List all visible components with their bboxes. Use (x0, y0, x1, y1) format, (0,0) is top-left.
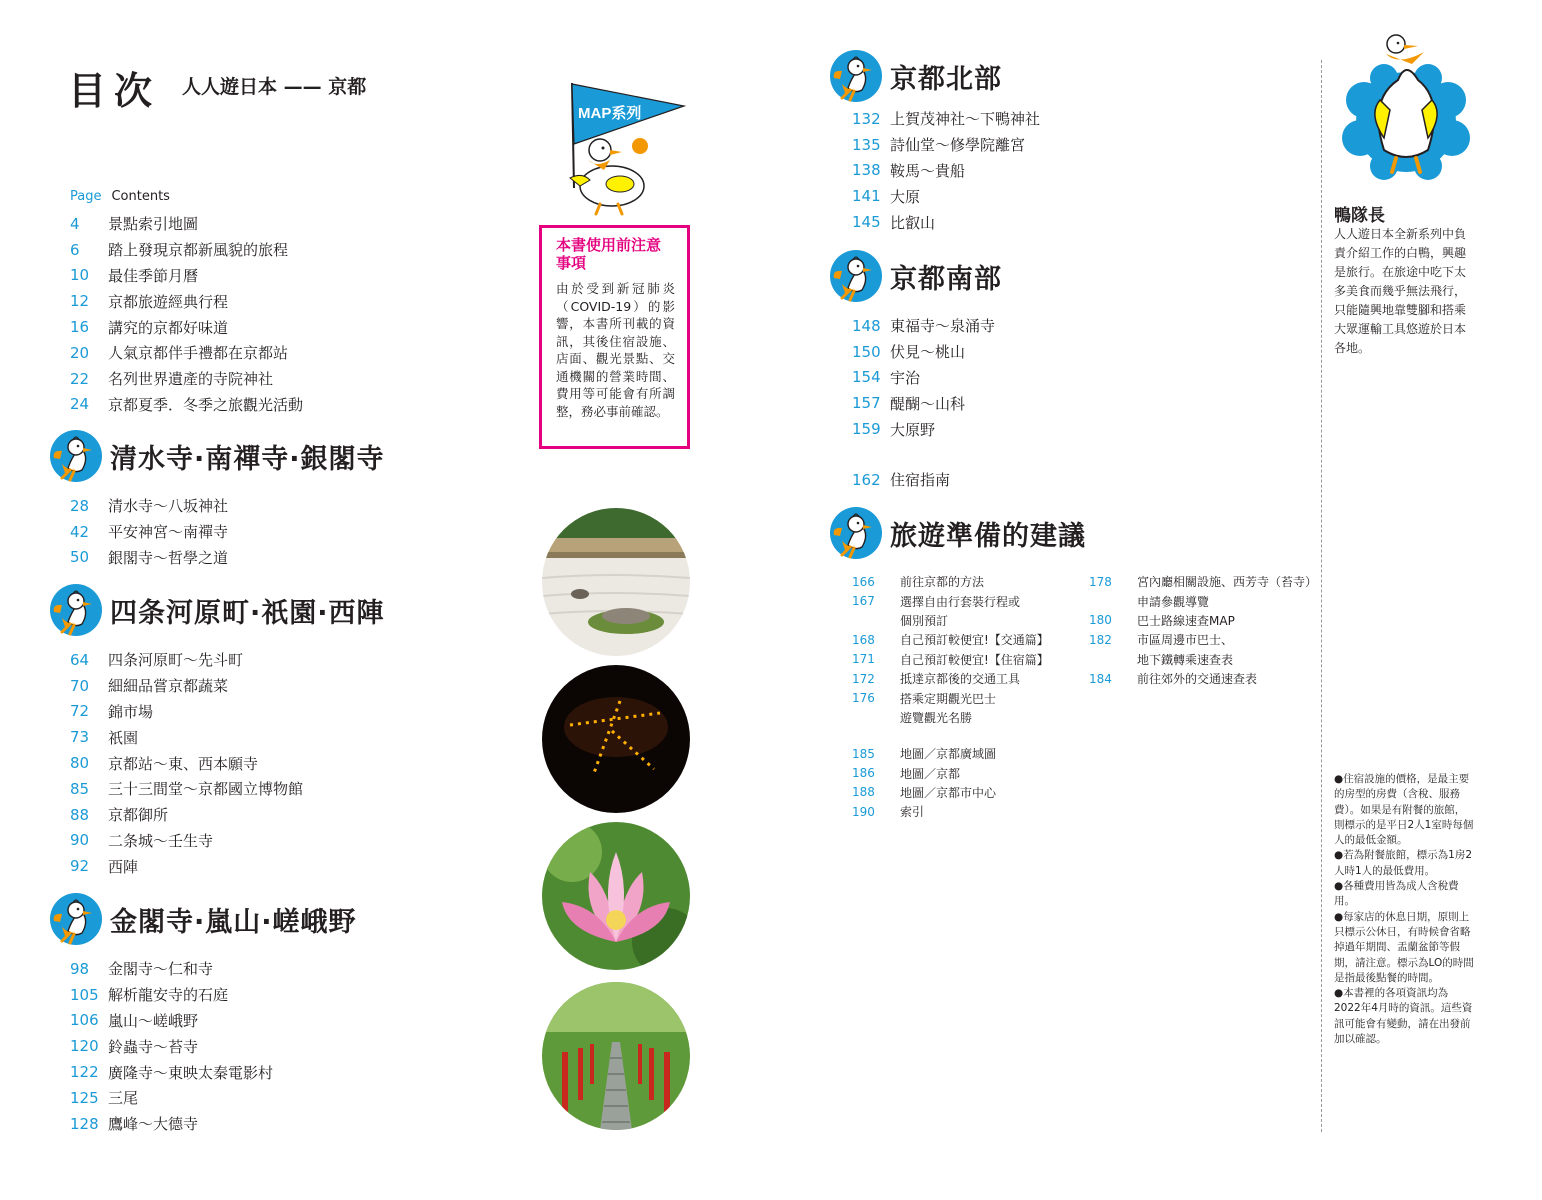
toc-item[interactable] (70, 802, 303, 828)
toc-item[interactable] (852, 669, 1049, 688)
toc-title: 錦市場 (108, 702, 154, 721)
toc-title: 大原 (890, 187, 921, 206)
toc-title: 住宿指南 (890, 471, 951, 490)
toc-title: 金閣寺～仁和寺 (108, 960, 214, 979)
duck-section-icon (48, 891, 104, 947)
page-number: 166 (852, 574, 875, 589)
toc-item[interactable] (70, 956, 273, 982)
toc-title: 三尾 (108, 1089, 139, 1108)
toc-item[interactable] (70, 366, 303, 392)
lodging-entry (852, 467, 950, 493)
toc-item[interactable] (852, 209, 1040, 235)
note-item: ●每家店的休息日期，原則上只標示公休日，有時候會省略掉過年期間、盂蘭盆節等假期，請注意。標示為LO的時間是指最後點餐的時間。 (1334, 910, 1474, 984)
captain-duck-icon (1338, 30, 1474, 180)
duck-section-icon (828, 505, 884, 561)
page-number: 42 (70, 522, 90, 541)
toc-item[interactable] (852, 365, 995, 391)
page-number: 72 (70, 702, 90, 721)
section-list (70, 493, 228, 570)
toc-item[interactable] (70, 647, 303, 673)
duck-section-icon (48, 428, 104, 484)
toc-item[interactable] (852, 611, 1049, 630)
page-number: 70 (70, 676, 90, 695)
toc-item[interactable] (852, 783, 996, 802)
toc-title: 銀閣寺～哲學之道 (108, 548, 229, 567)
page-number: 162 (852, 470, 881, 489)
toc-title: 鷹峰～大德寺 (108, 1115, 199, 1134)
toc-title: 醍醐～山科 (890, 394, 966, 413)
toc-item[interactable] (852, 744, 996, 763)
toc-title: 前往郊外的交通速查表 (1137, 672, 1258, 687)
page-number: 24 (70, 395, 90, 414)
toc-title: 京都旅遊經典行程 (108, 292, 229, 311)
page-number: 73 (70, 728, 90, 747)
section-title: 京都南部 (890, 263, 1002, 295)
toc-title: 搭乘定期觀光巴士 (900, 691, 997, 706)
toc-title: 地圖／京都廣域圖 (900, 747, 997, 762)
page-number: 138 (852, 161, 881, 180)
page-number: 128 (70, 1114, 99, 1133)
toc-item[interactable] (70, 699, 303, 725)
section-list (852, 106, 1040, 235)
page-number: 120 (70, 1037, 99, 1056)
toc-title: 比叡山 (890, 213, 936, 232)
duck-flag-mascot-icon (560, 78, 690, 218)
toc-title: 地圖／京都 (900, 766, 961, 781)
toc-title: 自己預訂較便宜!【交通篇】 (900, 633, 1049, 648)
toc-title: 上賀茂神社～下鴨神社 (890, 110, 1041, 129)
page-title: 目次 (68, 69, 161, 113)
toc-item[interactable] (852, 688, 1049, 707)
page-number: 85 (70, 779, 90, 798)
toc-title: 宮內廳相關設施、西芳寺（苔寺） (1137, 575, 1318, 590)
toc-title: 伏見～桃山 (890, 343, 966, 362)
toc-item[interactable] (70, 288, 303, 314)
toc-item[interactable] (70, 493, 228, 519)
section-list (852, 313, 995, 442)
page-number: 190 (852, 804, 875, 819)
toc-title: 遊覽觀光名勝 (900, 710, 973, 725)
toc-item[interactable] (70, 982, 273, 1008)
usage-notes (1334, 772, 1474, 1047)
toc-title: 二条城～壬生寺 (108, 831, 214, 850)
prep-list-right (1089, 572, 1317, 688)
page-number: 90 (70, 831, 90, 850)
toc-item[interactable] (1089, 591, 1317, 610)
section-heading (828, 248, 1002, 304)
toc-title: 景點索引地圖 (108, 215, 199, 234)
page-number: 22 (70, 369, 90, 388)
contents-label: Contents (111, 189, 170, 204)
toc-item[interactable] (852, 132, 1040, 158)
maps-list (852, 744, 996, 822)
toc-title: 個別預訂 (900, 613, 949, 628)
toc-title: 京都夏季．冬季之旅觀光活動 (108, 395, 304, 414)
page-number: 125 (70, 1088, 99, 1107)
page-number: 172 (852, 671, 875, 686)
toc-title: 自己預訂較便宜!【住宿篇】 (900, 652, 1049, 667)
toc-item[interactable] (852, 106, 1040, 132)
toc-item[interactable] (70, 750, 303, 776)
toc-item[interactable] (852, 467, 950, 493)
page-number: 171 (852, 652, 875, 667)
toc-item[interactable] (1089, 611, 1317, 630)
toc-title: 廣隆寺～東映太秦電影村 (108, 1063, 274, 1082)
toc-item[interactable] (70, 519, 228, 545)
duck-section-icon (48, 582, 104, 638)
section-title: 清水寺·南禪寺·銀閣寺 (110, 443, 385, 475)
toc-item[interactable] (852, 650, 1049, 669)
toc-title: 申請參觀導覽 (1137, 594, 1210, 609)
section-heading (48, 582, 385, 638)
page-number: 12 (70, 292, 90, 311)
page-number: 20 (70, 343, 90, 362)
section-title: 旅遊準備的建議 (890, 520, 1086, 552)
toc-item[interactable] (852, 572, 1049, 591)
toc-title: 祇園 (108, 728, 139, 747)
prep-list-left (852, 572, 1049, 727)
toc-title: 宇治 (890, 368, 921, 387)
notice-body: 由於受到新冠肺炎（COVID-19）的影響，本書所刊載的資訊，其後住宿設施、店面、觀光景點、交通機關的營業時間、費用等可能會有所調整，務必事前確認。 (556, 281, 675, 419)
intro-list (70, 211, 303, 417)
toc-title: 大原野 (890, 420, 936, 439)
toc-item[interactable] (852, 313, 995, 339)
section-heading (48, 428, 385, 484)
toc-title: 前往京都的方法 (900, 575, 985, 590)
duck-section-icon (828, 248, 884, 304)
page-number: 80 (70, 754, 90, 773)
toc-item[interactable] (852, 591, 1049, 610)
page-number: 50 (70, 548, 90, 567)
toc-title: 名列世界遺產的寺院神社 (108, 370, 274, 389)
toc-title: 地圖／京都市中心 (900, 785, 997, 800)
page-number: 88 (70, 805, 90, 824)
lotus-flower-photo (542, 822, 690, 970)
section-list (70, 956, 273, 1137)
toc-item[interactable] (70, 392, 303, 418)
page-number: 64 (70, 650, 90, 669)
toc-title: 講究的京都好味道 (108, 318, 229, 337)
toc-item[interactable] (70, 828, 303, 854)
page-number: 105 (70, 985, 99, 1004)
flag-label: MAP系列 (578, 105, 642, 122)
toc-item[interactable] (70, 237, 303, 263)
toc-title: 地下鐵轉乘速查表 (1137, 652, 1234, 667)
toc-title: 京都站～東、西本願寺 (108, 754, 259, 773)
page-number: 92 (70, 857, 90, 876)
column-header (70, 189, 170, 204)
toc-title: 平安神宮～南禪寺 (108, 523, 229, 542)
toc-title: 選擇自由行套裝行程或 (900, 594, 1021, 609)
page-number: 98 (70, 959, 90, 978)
page-number: 182 (1089, 632, 1112, 647)
page-number: 148 (852, 316, 881, 335)
toc-item[interactable] (1089, 650, 1317, 669)
page-number: 28 (70, 496, 90, 515)
toc-item[interactable] (852, 708, 1049, 727)
page-number: 188 (852, 785, 875, 800)
toc-title: 巴士路線速查MAP (1137, 613, 1235, 628)
toc-item[interactable] (852, 390, 995, 416)
page-number: 186 (852, 766, 875, 781)
page-number: 4 (70, 214, 80, 233)
toc-title: 四条河原町～先斗町 (108, 651, 244, 670)
toc-item[interactable] (1089, 572, 1317, 591)
toc-item[interactable] (852, 763, 996, 782)
page-number: 16 (70, 318, 90, 337)
toc-item[interactable] (70, 776, 303, 802)
toc-title: 鞍馬～貴船 (890, 161, 966, 180)
toc-title: 東福寺～泉涌寺 (890, 317, 996, 336)
note-item: ●住宿設施的價格，是最主要的房型的房費（含稅、服務費）。如果是有附餐的旅館，則標示的是平日2人1室時每個人的最低金額。 (1334, 773, 1474, 847)
captain-description: 人人遊日本全新系列中負責介紹工作的白鴨，興趣是旅行。在旅途中吃下太多美食而幾乎無法飛行，只能隨興地靠雙腳和搭乘大眾運輸工具悠遊於日本各地。 (1334, 227, 1467, 355)
toc-item[interactable] (852, 183, 1040, 209)
toc-title: 嵐山～嵯峨野 (108, 1011, 199, 1030)
toc-item[interactable] (70, 1059, 273, 1085)
page-number: 122 (70, 1063, 99, 1082)
section-heading (48, 891, 357, 947)
section-title: 金閣寺·嵐山·嵯峨野 (110, 906, 357, 938)
toc-item[interactable] (70, 211, 303, 237)
toc-item[interactable] (70, 1033, 273, 1059)
page-number: 180 (1089, 613, 1112, 628)
toc-item[interactable] (852, 158, 1040, 184)
column-divider (1321, 60, 1322, 1132)
captain-name: 鴨隊長 (1334, 206, 1385, 226)
toc-item[interactable] (1089, 669, 1317, 688)
notice-box (539, 225, 690, 449)
page-number: 184 (1089, 671, 1112, 686)
page-number: 106 (70, 1011, 99, 1030)
toc-item[interactable] (70, 724, 303, 750)
page-number: 145 (852, 213, 881, 232)
page-number: 157 (852, 394, 881, 413)
toc-item[interactable] (70, 545, 228, 571)
toc-item[interactable] (70, 1008, 273, 1034)
section-heading (828, 505, 1086, 561)
toc-title: 西陣 (108, 857, 139, 876)
page-subtitle: 人人遊日本 —— 京都 (182, 76, 367, 98)
toc-title: 京都御所 (108, 806, 169, 825)
toc-title: 索引 (900, 805, 925, 820)
section-title: 四条河原町·祇園·西陣 (110, 597, 385, 629)
page-number: 159 (852, 420, 881, 439)
page-number: 176 (852, 691, 875, 706)
toc-item[interactable] (852, 339, 995, 365)
page-number: 178 (1089, 574, 1112, 589)
page-number: 167 (852, 594, 875, 609)
duck-section-icon (828, 48, 884, 104)
toc-title: 抵達京都後的交通工具 (900, 672, 1021, 687)
toc-title: 解析龍安寺的石庭 (108, 986, 229, 1005)
toc-item[interactable] (70, 1111, 273, 1137)
note-item: ●本書裡的各項資訊均為2022年4月時的資訊。這些資訊可能會有變動，請在出發前加以確認。 (1334, 987, 1473, 1046)
toc-title: 鈴蟲寺～苔寺 (108, 1037, 199, 1056)
page-number: 185 (852, 746, 875, 761)
page-number: 10 (70, 266, 90, 285)
toc-item[interactable] (70, 853, 303, 879)
page-number: 132 (852, 109, 881, 128)
toc-title: 細細品嘗京都蔬菜 (108, 677, 229, 696)
page-label: Page (70, 189, 102, 204)
toc-title: 市區周邊市巴士、 (1137, 633, 1234, 648)
page-number: 154 (852, 368, 881, 387)
toc-title: 三十三間堂～京都國立博物館 (108, 780, 304, 799)
page-number: 141 (852, 187, 881, 206)
section-title: 京都北部 (890, 63, 1002, 95)
toc-title: 最佳季節月曆 (108, 266, 199, 285)
note-item: ●各種費用皆為成人含稅費用。 (1334, 880, 1459, 908)
toc-item[interactable] (1089, 630, 1317, 649)
page-number: 6 (70, 240, 80, 259)
page-number: 135 (852, 135, 881, 154)
daimonji-fire-photo (542, 665, 690, 813)
toc-title: 踏上發現京都新風貌的旅程 (108, 241, 289, 260)
toc-item[interactable] (852, 630, 1049, 649)
toc-title: 人氣京都伴手禮都在京都站 (108, 344, 289, 363)
note-item: ●若為附餐旅館，標示為1房2人時1人的最低費用。 (1334, 849, 1473, 877)
toc-item[interactable] (70, 314, 303, 340)
toc-title: 清水寺～八坂神社 (108, 497, 229, 516)
shrine-lantern-stairs-photo (542, 982, 690, 1130)
section-heading (828, 48, 1002, 104)
toc-item[interactable] (70, 263, 303, 289)
notice-title: 本書使用前注意事項 (556, 236, 662, 272)
page-number: 168 (852, 632, 875, 647)
section-list (70, 647, 303, 879)
toc-item[interactable] (852, 416, 995, 442)
toc-item[interactable] (70, 1085, 273, 1111)
toc-item[interactable] (70, 340, 303, 366)
rock-garden-photo (542, 508, 690, 656)
toc-title: 詩仙堂～修學院離宮 (890, 136, 1026, 155)
toc-item[interactable] (70, 673, 303, 699)
page-number: 150 (852, 342, 881, 361)
toc-item[interactable] (852, 802, 996, 821)
